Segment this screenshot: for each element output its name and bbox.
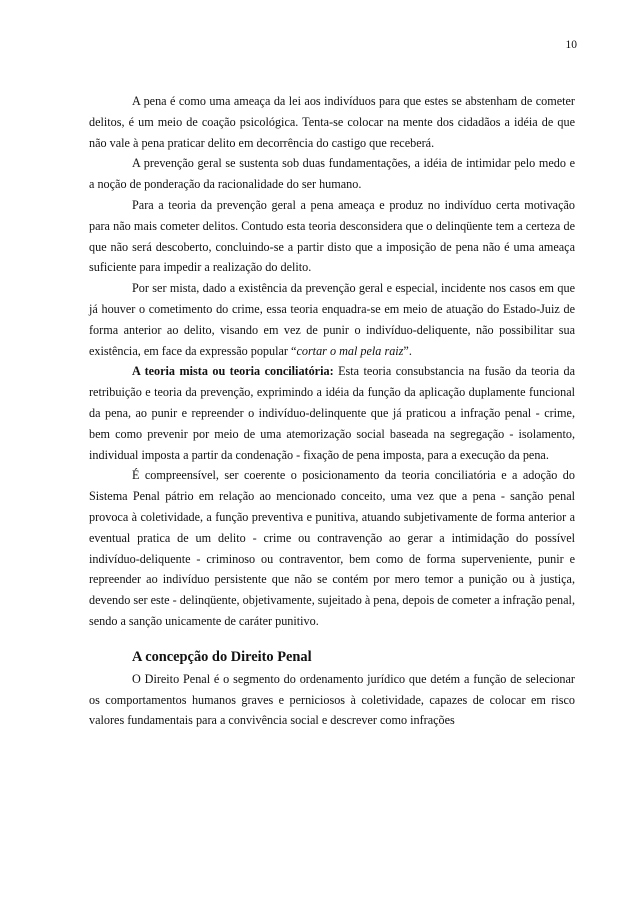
paragraph-sistema-penal: É compreensível, ser coerente o posicionamento da teoria conciliatória e a adoção do Sistema Penal pátrio em relação ao mencionado conceito, uma vez que a pena - sanção penal provoca à coletividade, a função preventiva e punitiva, atuando subjetivamente de forma anterior a eventual pratica de um delito - crime ou contravenção ao gerar a intimidação do possível indivíduo-deliquente - criminoso ou contraventor, bem como de forma superveniente, punir e repreender ao indivíduo persistente que não se contém por mero temor a punição ou à justiça, devendo ser este - delinqüente, objetivamente, sujeitado à pena, depois de cometer a infração penal, sendo a sanção unicamente de caráter punitivo. bbox=[89, 468, 575, 628]
paragraph-teoria-prevencao-geral: Para a teoria da prevenção geral a pena ameaça e produz no indivíduo certa motivação para não mais cometer delitos. Contudo esta teoria desconsidera que o delinqüente tem a certeza de que não será descoberto, concluindo-se a partir disto que a imposição de pena não é uma ameaça suficiente para impedir a realização do delito. bbox=[89, 197, 575, 275]
page-number: 10 bbox=[565, 39, 577, 51]
paragraph-text: Esta teoria consubstancia na fusão da teoria da retribuição e teoria da prevenção, exprimindo a idéia da função da aplicação duplamente funcional da pena, ao punir e repreender o indivíduo-delinquente que já praticou a infração penal - crime, bem como prevenir por meio de uma atemorização social baseada na segregação - isolamento, individual imposta a partir da condenação - fixação de pena imposta, para a execução da pena. bbox=[89, 364, 575, 462]
paragraph-pena-ameaca: A pena é como uma ameaça da lei aos indivíduos para que estes se abstenham de cometer delitos, é um meio de coação psicológica. Tenta-se colocar na mente dos cidadãos a idéia de que não vale à pena praticar delito em decorrência do castigo que receberá. bbox=[89, 94, 575, 150]
body-text bbox=[89, 91, 575, 731]
popular-expression: cortar o mal pela raiz bbox=[296, 343, 404, 358]
section-title: A concepção do Direito Penal bbox=[132, 648, 312, 665]
paragraph-teoria-conciliatoria bbox=[89, 361, 575, 465]
paragraph-prevencao-geral: A prevenção geral se sustenta sob duas fundamentações, a idéia de intimidar pelo medo e a noção de ponderação da racionalidade do ser humano. bbox=[89, 156, 575, 192]
paragraph-direito-penal: O Direito Penal é o segmento do ordenamento jurídico que detém a função de selecionar os comportamentos humanos graves e perniciosos à coletividade, capazes de colocar em risco valores fundamentais para a convivência social e descrever como infrações bbox=[89, 671, 575, 728]
term-heading: A teoria mista ou teoria conciliatória: bbox=[132, 364, 334, 379]
paragraph-teoria-mista-intro bbox=[89, 278, 575, 361]
paragraph-text: Por ser mista, dado a existência da prevenção geral e especial, incidente nos casos em que já houver o cometimento do crime, essa teoria enquadra-se em meio de atuação do Estado-Juiz de forma anterior ao delito, visando em vez de punir o indivíduo-deliquente, não possibilitar sua existência, em face da expressão popular “ bbox=[89, 281, 575, 358]
paragraph-text-end: ”. bbox=[403, 343, 412, 358]
